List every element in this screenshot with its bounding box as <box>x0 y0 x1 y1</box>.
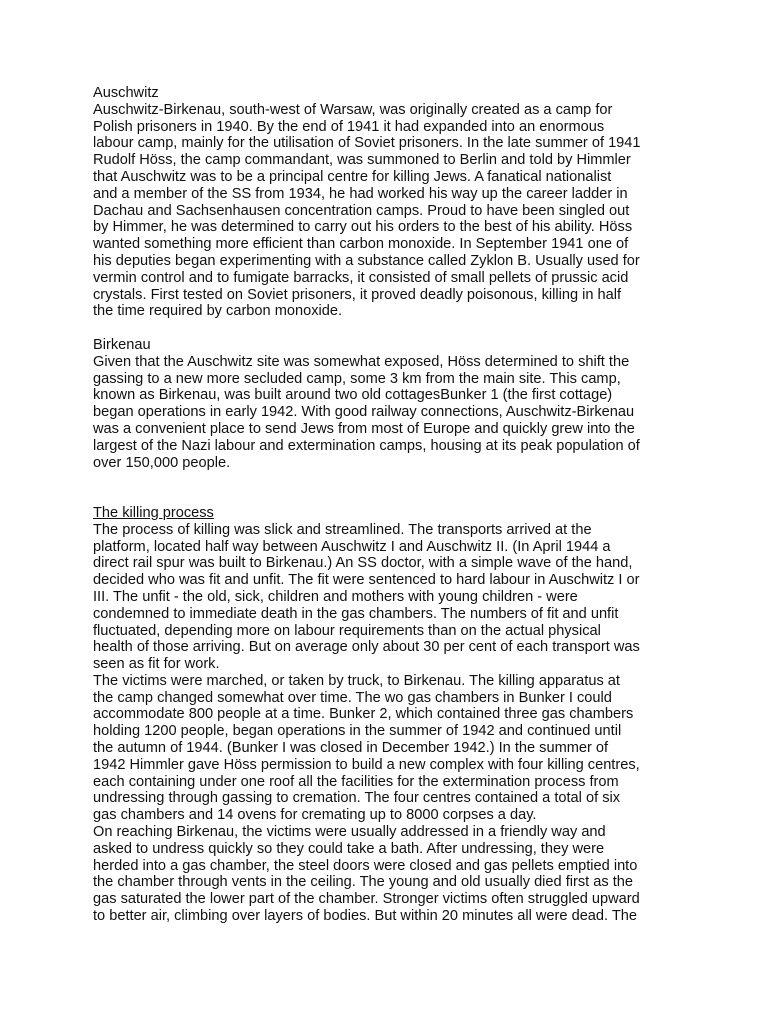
text-line: and a member of the SS from 1934, he had worked his way up the career ladder in <box>93 185 628 202</box>
text-line: by Himmer, he was determined to carry out his orders to the best of his ability. Höss <box>93 219 633 236</box>
section <box>93 505 688 925</box>
section <box>93 85 688 320</box>
paragraph-spacer <box>93 320 688 337</box>
text-line: undressing through gassing to cremation. The four centres contained a total of six <box>93 790 621 807</box>
section-heading: Auschwitz <box>93 85 159 101</box>
text-line: wanted something more efficient than carbon monoxide. In September 1941 one of <box>93 236 629 253</box>
text-line: the camp changed somewhat over time. The wo gas chambers in Bunker I could <box>93 689 612 706</box>
document-body <box>93 85 688 925</box>
text-line: that Auschwitz was to be a principal centre for killing Jews. A fanatical nationalist <box>93 168 612 185</box>
text-line: largest of the Nazi labour and extermination camps, housing at its peak population of <box>93 437 640 454</box>
text-line: crystals. First tested on Soviet prisoners, it proved deadly poisonous, killing in half <box>93 286 622 303</box>
text-line: gas saturated the lower part of the chamber. Stronger victims often struggled upward <box>93 891 640 908</box>
text-line: 1942 Himmler gave Höss permission to build a new complex with four killing centres, <box>93 756 640 773</box>
text-line: each containing under one roof all the facilities for the extermination process from <box>93 773 619 790</box>
text-line: III. The unfit - the old, sick, children and mothers with young children - were <box>93 588 578 605</box>
text-line: over 150,000 people. <box>93 454 231 471</box>
text-line: gassing to a new more secluded camp, some 3 km from the main site. This camp, <box>93 370 621 387</box>
section-heading: Birkenau <box>93 336 151 353</box>
text-line: The victims were marched, or taken by truck, to Birkenau. The killing apparatus at <box>93 672 620 689</box>
text-line: labour camp, mainly for the utilisation of Soviet prisoners. In the late summer of 1941 <box>93 135 641 152</box>
text-line: condemned to immediate death in the gas chambers. The numbers of fit and unfit <box>93 605 619 622</box>
text-line: asked to undress quickly so they could take a bath. After undressing, they were <box>93 840 605 857</box>
text-line: The process of killing was slick and streamlined. The transports arrived at the <box>93 521 592 538</box>
text-line: Rudolf Höss, the camp commandant, was summoned to Berlin and told by Himmler <box>93 152 631 169</box>
text-line: health of those arriving. But on average only about 30 per cent of each transport was <box>93 639 640 656</box>
text-line: Polish prisoners in 1940. By the end of 1941 it had expanded into an enormous <box>93 118 605 135</box>
text-line: began operations in early 1942. With good railway connections, Auschwitz-Birkenau <box>93 404 635 421</box>
text-line: direct rail spur was built to Birkenau.) An SS doctor, with a simple wave of the hand, <box>93 555 633 572</box>
text-line: Auschwitz-Birkenau, south-west of Warsaw, was originally created as a camp for <box>93 101 613 118</box>
text-line: his deputies began experimenting with a substance called Zyklon B. Usually used for <box>93 252 640 269</box>
text-line: holding 1200 people, began operations in the summer of 1942 and continued until <box>93 723 622 740</box>
paragraph-spacer <box>93 471 688 488</box>
section <box>93 337 688 471</box>
text-line: gas chambers and 14 ovens for cremating up to 8000 corpses a day. <box>93 807 537 824</box>
text-line: accommodate 800 people at a time. Bunker 2, which contained three gas chambers <box>93 706 634 723</box>
text-line: platform, located half way between Auschwitz I and Auschwitz II. (In April 1944 a <box>93 538 611 555</box>
text-line: decided who was fit and unfit. The fit were sentenced to hard labour in Auschwitz I or <box>93 572 640 589</box>
text-line: to better air, climbing over layers of bodies. But within 20 minutes all were dead. The <box>93 908 638 925</box>
text-line: Given that the Auschwitz site was somewhat exposed, Höss determined to shift the <box>93 353 630 370</box>
text-line: herded into a gas chamber, the steel doors were closed and gas pellets emptied into <box>93 857 638 874</box>
section-heading: The killing process <box>93 504 214 521</box>
text-line: seen as fit for work. <box>93 656 220 673</box>
text-line: the time required by carbon monoxide. <box>93 303 343 320</box>
text-line: On reaching Birkenau, the victims were usually addressed in a friendly way and <box>93 824 606 841</box>
text-line: known as Birkenau, was built around two old cottagesBunker 1 (the first cottage) <box>93 387 613 404</box>
paragraph-spacer <box>93 488 688 505</box>
text-line: was a convenient place to send Jews from most of Europe and quickly grew into the <box>93 420 635 437</box>
text-line: Dachau and Sachsenhausen concentration camps. Proud to have been singled out <box>93 202 630 219</box>
text-line: vermin control and to fumigate barracks, it consisted of small pellets of prussic acid <box>93 269 629 286</box>
text-line: fluctuated, depending more on labour requirements than on the actual physical <box>93 622 601 639</box>
text-line: the autumn of 1944. (Bunker I was closed in December 1942.) In the summer of <box>93 740 609 757</box>
text-line: the chamber through vents in the ceiling. The young and old usually died first as the <box>93 874 634 891</box>
